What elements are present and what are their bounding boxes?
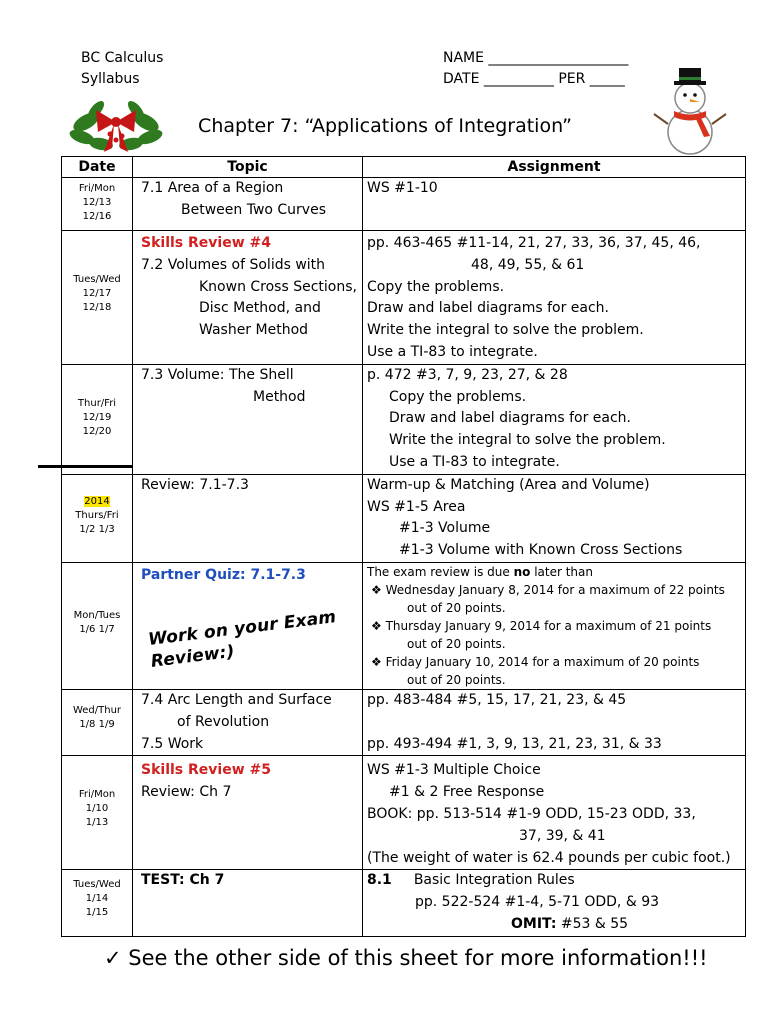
topic-cell: Skills Review #4 7.2 Volumes of Solids with Known Cross Sections, Disc Method, and Washer Method — [133, 231, 363, 365]
skills-review-label: Skills Review #4 — [141, 235, 271, 251]
footer-note: ✓ See the other side of this sheet for more information!!! — [104, 946, 708, 970]
name-field: NAME ____________________ — [443, 50, 629, 66]
assignment-cell: pp. 483-484 #5, 15, 17, 21, 23, & 45 pp. 493-494 #1, 3, 9, 13, 21, 23, 31, & 33 — [363, 689, 746, 755]
assignment-cell: p. 472 #3, 7, 9, 23, 27, & 28 Copy the problems. Draw and label diagrams for each. Write the integral to solve the problem. Use a TI-83 to integrate. — [363, 364, 746, 474]
date-cell: Thur/Fri 12/19 12/20 — [62, 364, 133, 474]
exam-review-note: Work on your Exam Review:) — [147, 606, 338, 672]
date-cell: Tues/Wed 1/14 1/15 — [62, 870, 133, 936]
topic-cell: TEST: Ch 7 — [133, 870, 363, 936]
date-cell: Tues/Wed 12/17 12/18 — [62, 231, 133, 365]
topic-cell: 7.4 Arc Length and Surface of Revolution 7.5 Work — [133, 689, 363, 755]
date-cell: Fri/Mon 12/13 12/16 — [62, 178, 133, 231]
assignment-cell: The exam review is due no later than ❖ Wednesday January 8, 2014 for a maximum of 22 points out of 20 points. ❖ Thursday January 9, 2014 for a maximum of 21 points out of 20 points. ❖ Friday January 10, 2014 for a maximum of 20 points out of 20 points. — [363, 562, 746, 689]
diamond-bullet-icon: ❖ — [371, 582, 382, 597]
skills-review-label: Skills Review #5 — [141, 762, 271, 779]
assignment-cell: pp. 463-465 #11-14, 21, 27, 33, 36, 37, 45, 46, 48, 49, 55, & 61 Copy the problems. Draw and label diagrams for each. Write the integral to solve the problem. Use a TI-83 to integrate. — [363, 231, 746, 365]
topic-cell: 7.1 Area of a Region Between Two Curves — [133, 178, 363, 231]
assignment-cell: 8.1 Basic Integration Rules pp. 522-524 #1-4, 5-71 ODD, & 93 OMIT: #53 & 55 — [363, 870, 746, 936]
col-header-topic: Topic — [133, 157, 363, 178]
course-name: BC Calculus — [81, 50, 164, 66]
list-item: ❖ Thursday January 9, 2014 for a maximum of 21 points — [371, 618, 712, 633]
date-cell: Wed/Thur 1/8 1/9 — [62, 689, 133, 755]
year-highlight: 2014 — [84, 495, 110, 507]
doc-type: Syllabus — [81, 71, 140, 87]
snowman-icon — [650, 64, 730, 156]
page-title: Chapter 7: “Applications of Integration” — [198, 115, 572, 137]
date-cell: Fri/Mon 1/10 1/13 — [62, 756, 133, 870]
list-item: ❖ Friday January 10, 2014 for a maximum of 20 points — [371, 654, 700, 669]
table-row — [62, 178, 746, 231]
header-left — [81, 48, 163, 90]
table-row — [62, 231, 746, 365]
assignment-cell: WS #1-3 Multiple Choice #1 & 2 Free Response BOOK: pp. 513-514 #1-9 ODD, 15-23 ODD, 33, 37, 39, & 41 (The weight of water is 62.4 pounds per cubic foot.) — [363, 756, 746, 870]
topic-cell: Skills Review #5 Review: Ch 7 — [133, 756, 363, 870]
table-header-row — [62, 157, 746, 178]
table-row — [62, 562, 746, 689]
assignment-cell: Warm-up & Matching (Area and Volume) WS #1-5 Area #1-3 Volume #1-3 Volume with Known Cross Sections — [363, 474, 746, 562]
table-row — [62, 870, 746, 936]
header-right — [443, 48, 628, 90]
partner-quiz-label: Partner Quiz: 7.1-7.3 — [141, 566, 306, 583]
date-period-field: DATE __________ PER _____ — [443, 71, 625, 87]
assignment-cell: WS #1-10 — [363, 178, 746, 231]
table-row — [62, 474, 746, 562]
table-row — [62, 756, 746, 870]
list-item: ❖ Wednesday January 8, 2014 for a maximum of 22 points — [371, 582, 725, 597]
col-header-date: Date — [62, 157, 133, 178]
col-header-assignment: Assignment — [363, 157, 746, 178]
date-cell: 2014 Thurs/Fri 1/2 1/3 — [62, 474, 133, 562]
topic-cell: 7.3 Volume: The Shell Method — [133, 364, 363, 474]
table-row — [62, 689, 746, 755]
table-row — [62, 364, 746, 474]
topic-cell: Review: 7.1-7.3 — [133, 474, 363, 562]
topic-cell — [133, 562, 363, 689]
syllabus-table — [61, 156, 746, 937]
diamond-bullet-icon: ❖ — [371, 654, 382, 669]
date-cell: Mon/Tues 1/6 1/7 — [62, 562, 133, 689]
diamond-bullet-icon: ❖ — [371, 618, 382, 633]
